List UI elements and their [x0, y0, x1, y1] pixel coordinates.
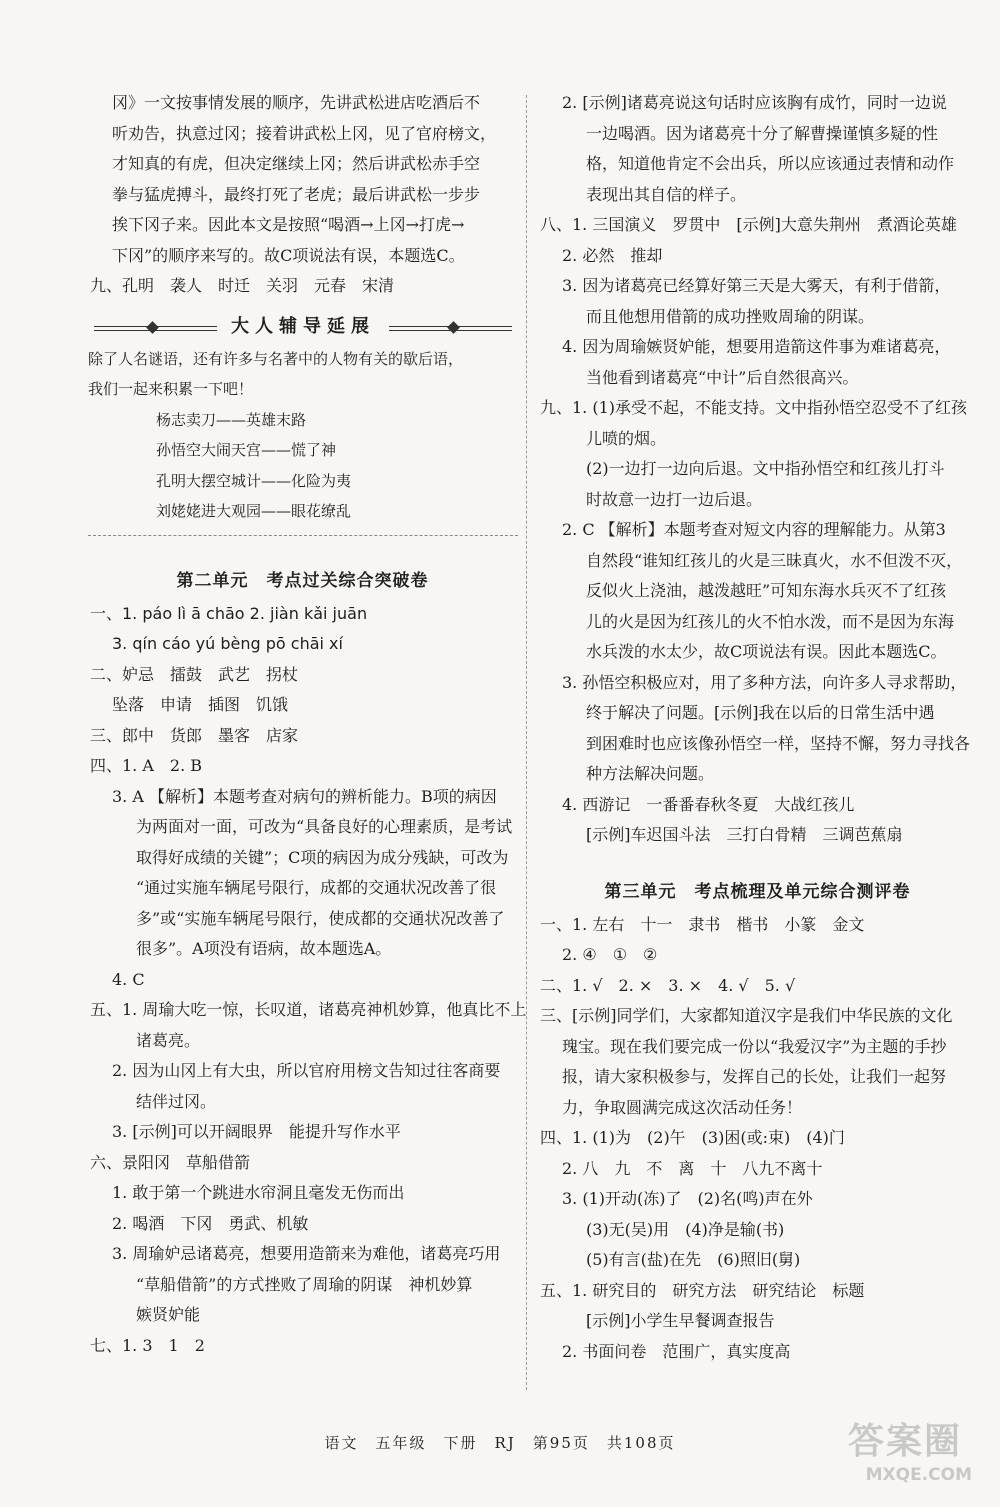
answer-line: 三、郎中 货郎 墨客 店家 [90, 725, 299, 745]
parent-guidance-title-bar [88, 310, 518, 344]
answer-line: 报，请大家积极参与，发挥自己的长处，让我们一起努 [562, 1067, 947, 1086]
unit3-answers [540, 910, 975, 1368]
answer-line: 下冈”的顺序来写的。故C项说法有误，本题选C。 [112, 245, 465, 265]
answer-line: 反似火上浇油，越泼越旺”可知东海水兵灭不了红孩 [586, 581, 947, 600]
answer-line: 挨下冈子来。因此本文是按照“喝酒→上冈→打虎→ [112, 215, 465, 234]
box-intro-line: 我们一起来积累一下吧！ [88, 380, 254, 398]
left-column [88, 88, 527, 1361]
answer-line: 一、1. 左右 十一 隶书 楷书 小篆 金文 [540, 914, 865, 934]
answer-line: 3. (1)开动(冻)了 (2)名(鸣)声在外 [562, 1189, 813, 1208]
answer-line: 而且他想用借箭的成功挫败周瑜的阴谋。 [586, 306, 875, 326]
answer-line: 四、1. (1)为 (2)午 (3)困(或:束) (4)门 [540, 1128, 845, 1147]
answer-line: “通过实施车辆尾号限行，成都的交通状况改善了很 [136, 878, 497, 897]
answer-line: 时故意一边打一边后退。 [586, 489, 763, 509]
answer-line: 2. 八 九 不 离 十 八九不离十 [562, 1158, 823, 1178]
answer-line: 二、1. √ 2. × 3. × 4. √ 5. √ [540, 975, 796, 995]
answer-line: 4. C [112, 969, 145, 989]
answer-line: 结伴过冈。 [136, 1091, 217, 1111]
answer-line: [示例]小学生早餐调查报告 [586, 1311, 775, 1330]
right-top-answers [540, 88, 975, 851]
answer-line: 2. 必然 推却 [562, 245, 663, 265]
answer-line: 4. 因为周瑜嫉贤妒能，想要用造箭这件事为难诸葛亮， [562, 337, 951, 356]
answer-line: 格，知道他肯定不会出兵，所以应该通过表情和动作 [586, 154, 955, 173]
answer-line: 2. 喝酒 下冈 勇武、机敏 [112, 1213, 309, 1233]
answer-line: 听劝告，执意过冈；接着讲武松上冈，见了官府榜文， [112, 123, 497, 143]
box-intro-line: 除了人名谜语，还有许多与名著中的人物有关的歇后语， [88, 349, 464, 368]
answer-line: 六、景阳冈 草船借箭 [90, 1152, 251, 1172]
diamond-icon [447, 321, 460, 334]
answer-line: 3. A 【解析】本题考查对病句的辨析能力。B项的病因 [112, 786, 497, 806]
parent-guidance-title: 大人辅导延展 [217, 316, 389, 337]
answer-line: 很多”。A项没有语病，故本题选A。 [136, 939, 392, 958]
answer-line: 五、1. 周瑜大吃一惊，长叹道，诸葛亮神机妙算，他真比不上 [90, 1000, 527, 1019]
page-footer: 语文 五年级 下册 RJ 第95页 共108页 [324, 1434, 676, 1452]
watermark-sub: MXQE.COM [865, 1465, 972, 1485]
answer-line: 二、妒忌 擂鼓 武艺 拐杖 [90, 664, 299, 684]
unit2-section-title: 第二单元 考点过关综合突破卷 [176, 570, 429, 591]
answer-line: “草船借箭”的方式挫败了周瑜的阴谋 神机妙算 [136, 1274, 473, 1294]
answer-line: 取得好成绩的关键”；C项的病因为成分残缺，可改为 [136, 847, 509, 867]
answer-line: 儿喷的烟。 [586, 428, 667, 448]
answer-line: 七、1. 3 1 2 [90, 1335, 205, 1355]
answer-line: 2. [示例]诸葛亮说这句话时应该胸有成竹，同时一边说 [562, 93, 947, 112]
answer-line: 3. 周瑜妒忌诸葛亮，想要用造箭来为难他，诸葛亮巧用 [112, 1244, 501, 1263]
answer-line: 2. 书面问卷 范围广，真实度高 [562, 1341, 791, 1361]
answer-line: 拳与猛虎搏斗，最终打死了老虎；最后讲武松一步步 [112, 184, 481, 204]
answer-line: 终于解决了问题。[示例]我在以后的日常生活中遇 [586, 703, 935, 722]
answer-line: 力，争取圆满完成这次活动任务！ [562, 1097, 803, 1117]
answer-line: 为两面对一面，可改为“具备良好的心理素质，是考试 [136, 817, 513, 836]
answer-line: 3. 孙悟空积极应对，用了多种方法，向许多人寻求帮助， [562, 672, 967, 692]
answer-line: 自然段“谁知红孩儿的火是三昧真火，水不但泼不灭， [586, 550, 963, 570]
answer-line: 2. 因为山冈上有大虫，所以官府用榜文告知过往客商要 [112, 1061, 501, 1080]
left-top-answers [90, 88, 515, 302]
answer-line: 4. 西游记 一番番春秋冬夏 大战红孩儿 [562, 794, 855, 814]
answer-line: 一、1. páo lì ā chāo 2. jiàn kǎi juān [90, 603, 368, 623]
answer-line: 表现出其自信的样子。 [586, 184, 747, 204]
answer-line: 一边喝酒。因为诸葛亮十分了解曹操谨慎多疑的性 [586, 123, 939, 143]
answer-line: 到困难时也应该像孙悟空一样，坚持不懈，努力寻找各 [586, 733, 971, 753]
answer-line: 1. 敢于第一个跳进水帘洞且毫发无伤而出 [112, 1183, 405, 1202]
answer-line: 3. 因为诸葛亮已经算好第三天是大雾天，有利于借箭， [562, 276, 951, 295]
answer-line: 水兵泼的水太少，故C项说法有误。因此本题选C。 [586, 642, 947, 661]
diamond-icon [146, 321, 159, 334]
saying-line: 孙悟空大闹天宫——慌了神 [156, 441, 337, 459]
answer-line: 五、1. 研究目的 研究方法 研究结论 标题 [540, 1280, 865, 1300]
parent-guidance-box [88, 310, 518, 536]
answer-line: 诸葛亮。 [136, 1030, 201, 1050]
unit2-answers [90, 599, 527, 1362]
saying-line: 刘姥姥进大观园——眼花缭乱 [156, 502, 352, 520]
answer-line: (5)有言(盐)在先 (6)照旧(舅) [586, 1250, 801, 1269]
answer-line: 四、1. A 2. B [90, 756, 203, 775]
saying-line: 孔明大摆空城计——化险为夷 [156, 471, 352, 490]
answer-line: (3)无(吴)用 (4)净是输(书) [586, 1219, 785, 1239]
answer-line: 坠落 申请 插图 饥饿 [112, 695, 289, 714]
answer-line: 2. ④ ① ② [562, 945, 658, 964]
saying-line: 杨志卖刀——英雄末路 [156, 410, 307, 429]
unit3-section-title: 第三单元 考点梳理及单元综合测评卷 [604, 881, 911, 902]
answer-line: 才知真的有虎，但决定继续上冈；然后讲武松赤手空 [112, 154, 481, 173]
answer-line: 九、1. (1)承受不起，不能支持。文中指孙悟空忍受不了红孩 [540, 398, 968, 417]
answer-line: 瑰宝。现在我们要完成一份以“我爱汉字”为主题的手抄 [562, 1036, 947, 1056]
answer-line: 2. C 【解析】本题考查对短文内容的理解能力。从第3 [562, 520, 946, 539]
right-column [540, 88, 975, 1367]
watermark-main: 答案圈 [848, 1421, 963, 1462]
watermark-logo [848, 1420, 978, 1498]
answer-line: 三、[示例]同学们，大家都知道汉字是我们中华民族的文化 [540, 1006, 953, 1025]
answer-line: 冈》一文按事情发展的顺序，先讲武松进店吃酒后不 [112, 93, 481, 112]
answer-line: 九、孔明 袭人 时迁 关羽 元春 宋清 [90, 276, 395, 295]
answer-line: 3. [示例]可以开阔眼界 能提升写作水平 [112, 1122, 401, 1141]
answer-line: 当他看到诸葛亮“中计”后自然很高兴。 [586, 367, 859, 387]
column-divider [526, 95, 527, 1390]
answer-line: 种方法解决问题。 [586, 764, 715, 783]
answer-line: 八、1. 三国演义 罗贯中 [示例]大意失荆州 煮酒论英雄 [540, 215, 957, 234]
answer-line: 嫉贤妒能 [136, 1305, 201, 1324]
answer-line: 儿的火是因为红孩儿的火不怕水泼，而不是因为东海 [586, 611, 955, 631]
answer-line: 3. qín cáo yú bèng pō chāi xí [112, 634, 343, 653]
answer-line: (2)一边打一边向后退。文中指孙悟空和红孩儿打斗 [586, 459, 945, 478]
answer-line: [示例]车迟国斗法 三打白骨精 三调芭蕉扇 [586, 825, 903, 844]
answer-line: 多”或“实施车辆尾号限行，使成都的交通状况改善了 [136, 908, 505, 928]
